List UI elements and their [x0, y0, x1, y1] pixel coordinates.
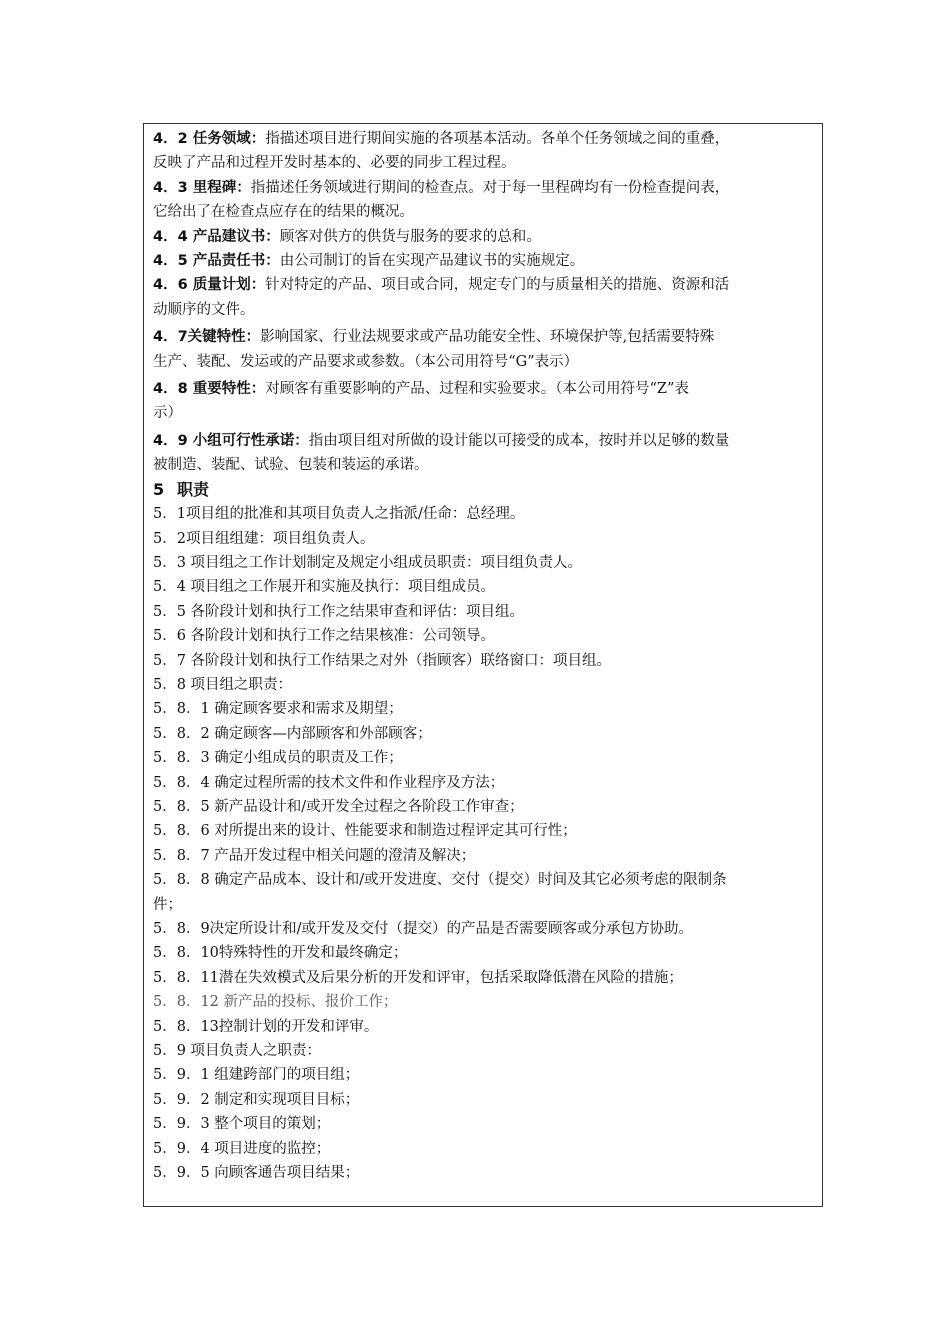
list-item: 5．9．1 组建跨部门的项目组； [153, 1067, 360, 1084]
definition-term: 4．3 里程碑： [153, 179, 251, 196]
definition-line [153, 273, 814, 297]
definitions-block [153, 127, 814, 478]
definition-line [153, 429, 814, 453]
list-item: 5．8 项目组之职责： [153, 676, 293, 693]
list-item: 5．8．8 确定产品成本、设计和/或开发进度、交付（提交）时间及其它必须考虑的限制条 [153, 872, 727, 889]
definition-term: 4．9 小组可行性承诺： [153, 432, 309, 449]
definition-text: 指由项目组对所做的设计能以可接受的成本，按时并以足够的数量 [308, 432, 730, 449]
document-frame [143, 123, 823, 1207]
definition-line [153, 401, 814, 425]
list-item: 5．9．4 项目进度的监控； [153, 1140, 331, 1157]
list-item: 5．7 各阶段计划和执行工作结果之对外（指顾客）联络窗口：项目组。 [153, 652, 612, 669]
definition-line [153, 127, 814, 151]
list-item: 5．8．13控制计划的开发和评审。 [153, 1018, 379, 1035]
definition-line [153, 350, 814, 374]
definition-text: 顾客对供方的供货与服务的要求的总和。 [279, 228, 541, 245]
list-item: 5．5 各阶段计划和执行工作之结果审查和评估：项目组。 [153, 603, 525, 620]
definition-term: 4．8 重要特性： [153, 381, 266, 398]
definition-line [153, 200, 814, 224]
list-item: 5．1项目组的批准和其项目负责人之指派/任命：总经理。 [153, 506, 525, 523]
definition-text: 动顺序的文件。 [153, 301, 255, 318]
definition-term: 4．7关键特性： [153, 329, 261, 346]
list-item: 件； [153, 896, 182, 913]
definition-line [153, 298, 814, 322]
list-item: 5．9．2 制定和实现项目目标； [153, 1091, 360, 1108]
definition-text: 对顾客有重要影响的产品、过程和实验要求。（本公司用符号“Z”表 [265, 381, 689, 398]
list-item: 5．6 各阶段计划和执行工作之结果核准：公司领导。 [153, 628, 496, 645]
definition-text: 指描述项目进行期间实施的各项基本活动。各单个任务领域之间的重叠， [265, 131, 730, 147]
list-item: 5．9．5 向顾客通告项目结果； [153, 1165, 360, 1182]
definition-line [153, 176, 814, 200]
definition-text: 它给出了在检查点应存在的结果的概况。 [153, 204, 414, 221]
list-item: 5．9．3 整个项目的策划； [153, 1116, 331, 1133]
list-item: 5．8．12 新产品的投标、报价工作； [153, 994, 398, 1011]
responsibilities-list [153, 502, 814, 1185]
list-item: 5．8．6 对所提出来的设计、性能要求和制造过程评定其可行性； [153, 823, 577, 840]
list-item: 5．8．7 产品开发过程中相关问题的澄清及解决； [153, 847, 476, 864]
definition-text: 反映了产品和过程开发时基本的、必要的同步工程过程。 [153, 155, 516, 172]
definition-text: 指描述任务领域进行期间的检查点。对于每一里程碑均有一份检查提问表， [250, 179, 730, 196]
definition-term: 4．2 任务领域： [153, 131, 266, 147]
definition-text: 示） [153, 405, 182, 422]
definition-text: 被制造、装配、试验、包装和装运的承诺。 [153, 457, 429, 474]
definition-text: 针对特定的产品、项目或合同，规定专门的与质量相关的措施、资源和活 [265, 277, 730, 294]
definition-term: 4．6 质量计划： [153, 277, 266, 294]
definition-term: 4．5 产品责任书： [153, 253, 280, 270]
list-item: 5．8．10特殊特性的开发和最终确定； [153, 945, 408, 962]
definition-line [153, 225, 814, 249]
list-item: 5．8．4 确定过程所需的技术文件和作业程序及方法； [153, 774, 505, 791]
definition-line [153, 151, 814, 175]
list-item: 5．8．1 确定顾客要求和需求及期望； [153, 701, 403, 718]
list-item: 5．4 项目组之工作展开和实施及执行：项目组成员。 [153, 579, 496, 596]
list-item: 5．3 项目组之工作计划制定及规定小组成员职责：项目组负责人。 [153, 554, 583, 571]
section-heading [153, 478, 814, 502]
list-item: 5．8．9决定所设计和/或开发及交付（提交）的产品是否需要顾客或分承包方协助。 [153, 921, 694, 937]
list-item: 5．8．3 确定小组成员的职责及工作； [153, 750, 403, 767]
list-item: 5．8．5 新产品设计和/或开发全过程之各阶段工作审查； [153, 798, 524, 815]
definition-line [153, 249, 814, 273]
list-item: 5．9 项目负责人之职责： [153, 1043, 322, 1060]
section-number: 5 [153, 479, 165, 499]
list-item: 5．8．11潜在失效模式及后果分析的开发和评审，包括采取降低潜在风险的措施； [153, 969, 683, 986]
section-title: 职责 [177, 479, 210, 499]
list-item: 5．8．2 确定顾客—内部顾客和外部顾客； [153, 725, 432, 742]
definition-text: 由公司制订的旨在实现产品建议书的实施规定。 [279, 253, 585, 270]
definition-term: 4．4 产品建议书： [153, 228, 280, 245]
definition-text: 影响国家、行业法规要求或产品功能安全性、环境保护等,包括需要特殊 [260, 329, 715, 346]
definition-line [153, 377, 814, 401]
list-item: 5．2项目组组建：项目组负责人。 [153, 530, 375, 547]
definition-line [153, 325, 814, 349]
definition-text: 生产、装配、发运或的产品要求或参数。（本公司用符号“G”表示） [153, 353, 579, 370]
definition-line [153, 453, 814, 477]
